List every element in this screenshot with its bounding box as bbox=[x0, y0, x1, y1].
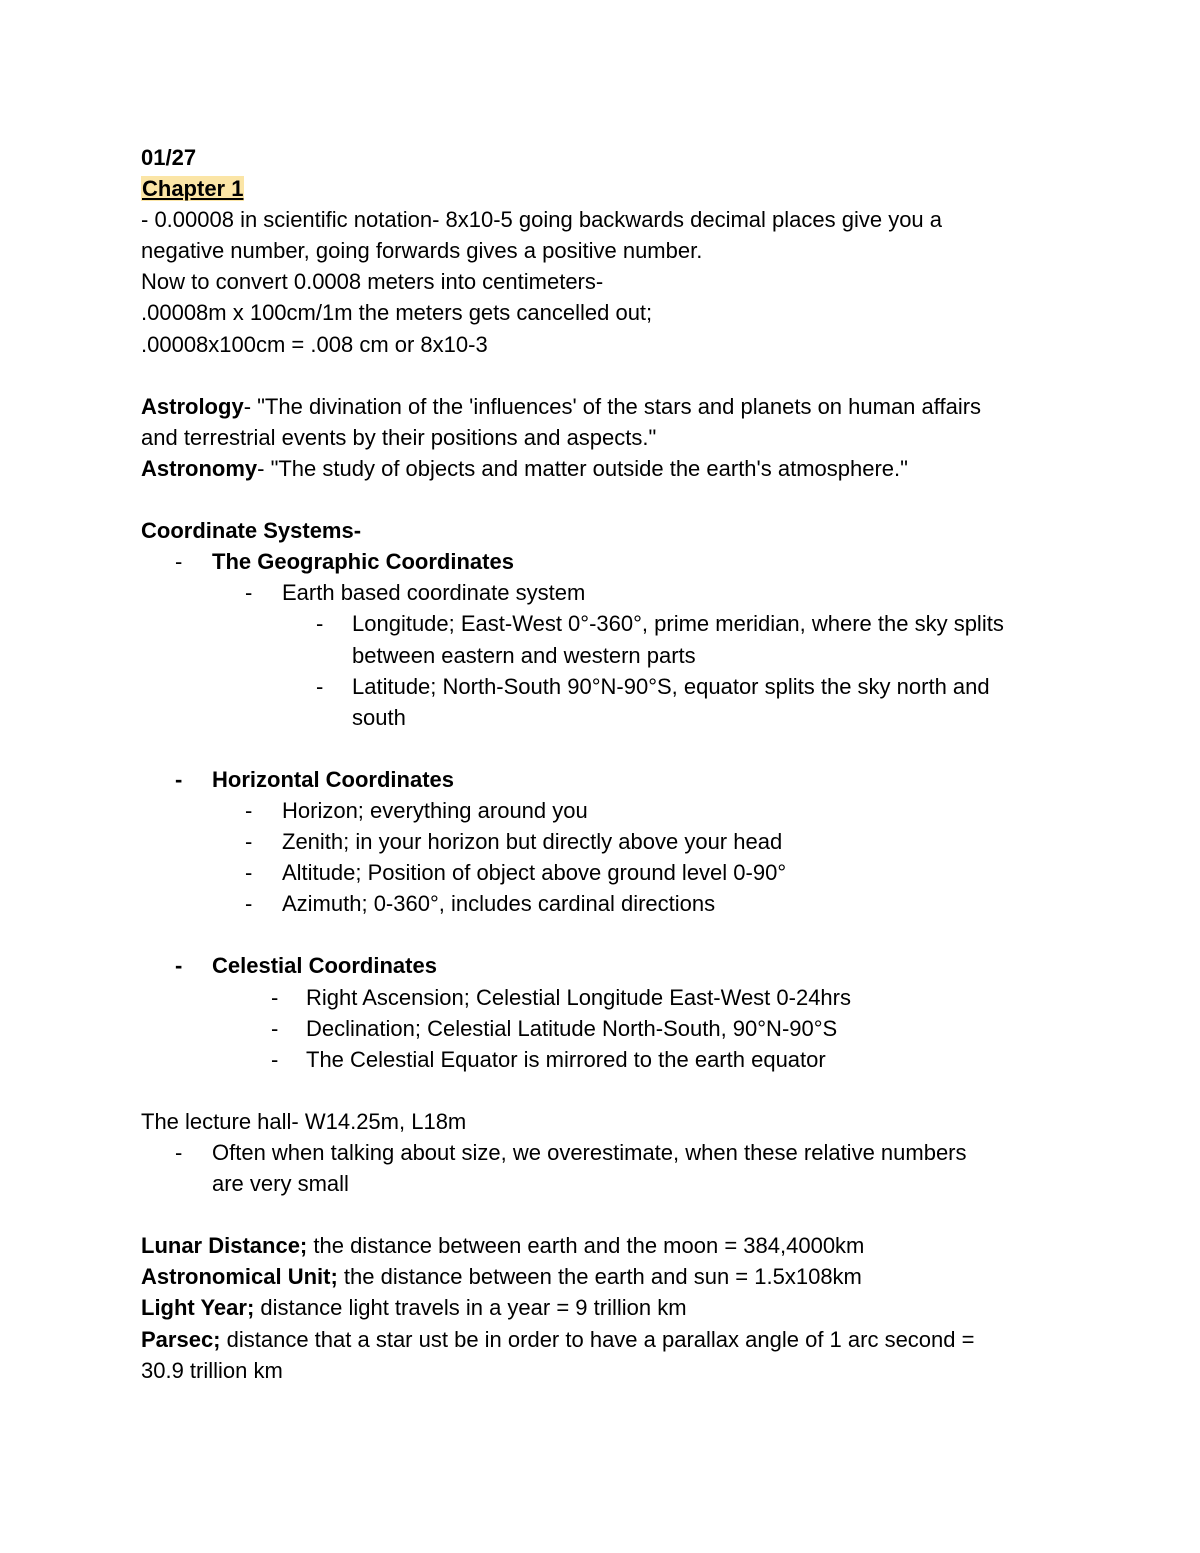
astronomy-definition: Astronomy- "The study of objects and matter outside the earth's atmosphere." bbox=[141, 455, 908, 481]
astrology-definition-cont: and terrestrial events by their positions and aspects." bbox=[141, 424, 657, 450]
celestial-section-title: - Celestial Coordinates bbox=[175, 953, 437, 979]
lecture-hall-line: The lecture hall- W14.25m, L18m bbox=[141, 1108, 467, 1134]
astrology-term: Astrology bbox=[141, 393, 244, 419]
list-item: - Declination; Celestial Latitude North-South, 90°N-90°S bbox=[271, 1015, 838, 1041]
coordinate-systems-heading: Coordinate Systems- bbox=[141, 518, 362, 544]
list-item: - The Celestial Equator is mirrored to the earth equator bbox=[271, 1046, 826, 1072]
astronomical-unit-definition: Astronomical Unit; the distance between the earth and sun = 1.5x108km bbox=[141, 1264, 862, 1290]
list-item: - Zenith; in your horizon but directly above your head bbox=[245, 829, 783, 855]
latitude-item: - Latitude; North-South 90°N-90°S, equator splits the sky north and bbox=[316, 673, 990, 699]
longitude-item: - Longitude; East-West 0°-360°, prime meridian, where the sky splits bbox=[316, 611, 1004, 637]
document-body bbox=[141, 142, 1071, 1386]
astrology-definition: Astrology- "The divination of the 'influences' of the stars and planets on human affairs bbox=[141, 393, 982, 419]
date-heading: 01/27 bbox=[141, 145, 197, 170]
list-item: - Azimuth; 0-360°, includes cardinal directions bbox=[245, 891, 716, 917]
latitude-item-cont: south bbox=[352, 704, 406, 730]
list-item: - Right Ascension; Celestial Longitude East-West 0-24hrs bbox=[271, 984, 851, 1010]
lecture-note-cont: are very small bbox=[212, 1171, 349, 1197]
lunar-distance-definition: Lunar Distance; the distance between earth and the moon = 384,4000km bbox=[141, 1233, 865, 1259]
light-year-definition: Light Year; distance light travels in a year = 9 trillion km bbox=[141, 1295, 687, 1321]
list-item: - Altitude; Position of object above ground level 0-90° bbox=[245, 860, 787, 886]
astronomy-term: Astronomy bbox=[141, 455, 258, 481]
list-item: - Horizon; everything around you bbox=[245, 797, 588, 823]
geographic-sub-item: - Earth based coordinate system bbox=[245, 580, 586, 606]
parsec-definition: Parsec; distance that a star ust be in order to have a parallax angle of 1 arc second = bbox=[141, 1326, 975, 1352]
intro-line-3: Now to convert 0.0008 meters into centimeters- bbox=[141, 269, 604, 295]
parsec-definition-cont: 30.9 trillion km bbox=[141, 1357, 283, 1383]
horizontal-section-title: - Horizontal Coordinates bbox=[175, 766, 455, 792]
lecture-note: - Often when talking about size, we overestimate, when these relative numbers bbox=[175, 1140, 967, 1165]
intro-line-4: .00008m x 100cm/1m the meters gets cancelled out; bbox=[141, 300, 653, 326]
intro-line-2: negative number, going forwards gives a positive number. bbox=[141, 238, 703, 264]
chapter-heading: Chapter 1 bbox=[142, 176, 244, 202]
longitude-item-cont: between eastern and western parts bbox=[352, 642, 696, 668]
geographic-section-title: - The Geographic Coordinates bbox=[175, 549, 514, 575]
intro-line-1: - 0.00008 in scientific notation- 8x10-5 going backwards decimal places give you a bbox=[141, 207, 943, 233]
intro-line-5: .00008x100cm = .008 cm or 8x10-3 bbox=[141, 331, 488, 357]
